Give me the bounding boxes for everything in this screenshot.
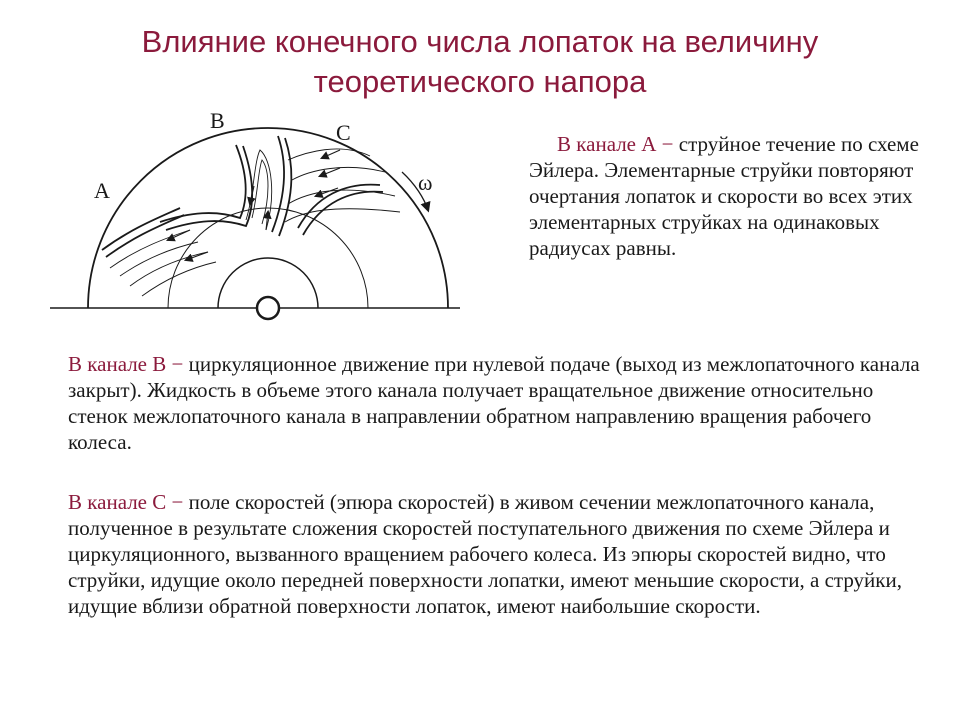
- blade-b-c-a: [272, 136, 284, 232]
- outer-rim: [88, 128, 448, 308]
- label-omega: ω: [418, 170, 433, 195]
- label-b: B: [210, 108, 225, 133]
- paragraph-channel-c: [68, 489, 928, 619]
- paragraph-c-text: поле скоростей (эпюра скоростей) в живом сечении межлопаточного канала, полученное в результате сложения скоростей поступательного движения по схеме Эйлера и циркуляционного, вызванного вращением рабочего колеса. Из эпюры скоростей видно, что струйки, идущие около передней поверхности лопатки, имеют меньшие скорости, а струйки, идущие вблизи обратной поверхности лопаток, имеют наибольшие скорости.: [68, 490, 902, 618]
- paragraph-b-text: циркуляционное движение при нулевой подаче (выход из межлопаточного канала закрыт). Жидкость в объеме этого канала получает вращательное движение относительно стенок межлопаточного канала в направлении обратном направлению вращения рабочего колеса.: [68, 352, 920, 454]
- paragraph-channel-a: [529, 131, 929, 261]
- arrow-a-2: [186, 252, 208, 260]
- blade-right-b: [303, 192, 383, 235]
- paragraph-channel-b: [68, 351, 928, 455]
- arrow-c-1: [322, 150, 340, 158]
- paragraph-a-lead: В канале А −: [557, 132, 674, 156]
- blade-b-c-b: [279, 138, 291, 236]
- shaft-circle: [257, 297, 279, 319]
- label-a: A: [94, 178, 110, 203]
- channel-a-streamlines: [110, 230, 216, 296]
- impeller-flow-diagram: [40, 100, 470, 330]
- arrow-a-1: [168, 230, 190, 240]
- label-c: C: [336, 120, 351, 145]
- paragraph-a-text: струйное течение по схеме Эйлера. Элементарные струйки повторяют очертания лопаток и скорости во всех этих элементарных струйках на одинаковых радиусах равны.: [529, 132, 919, 260]
- channel-c-streamlines: [285, 149, 400, 222]
- flow-arrows: [168, 150, 340, 260]
- page-title: [40, 22, 920, 102]
- title-line-1: Влияние конечного числа лопаток на величину: [141, 24, 819, 59]
- paragraph-c-lead: В канале С −: [68, 490, 184, 514]
- title-line-2: теоретического напора: [313, 64, 647, 99]
- paragraph-b-lead: В канале В −: [68, 352, 184, 376]
